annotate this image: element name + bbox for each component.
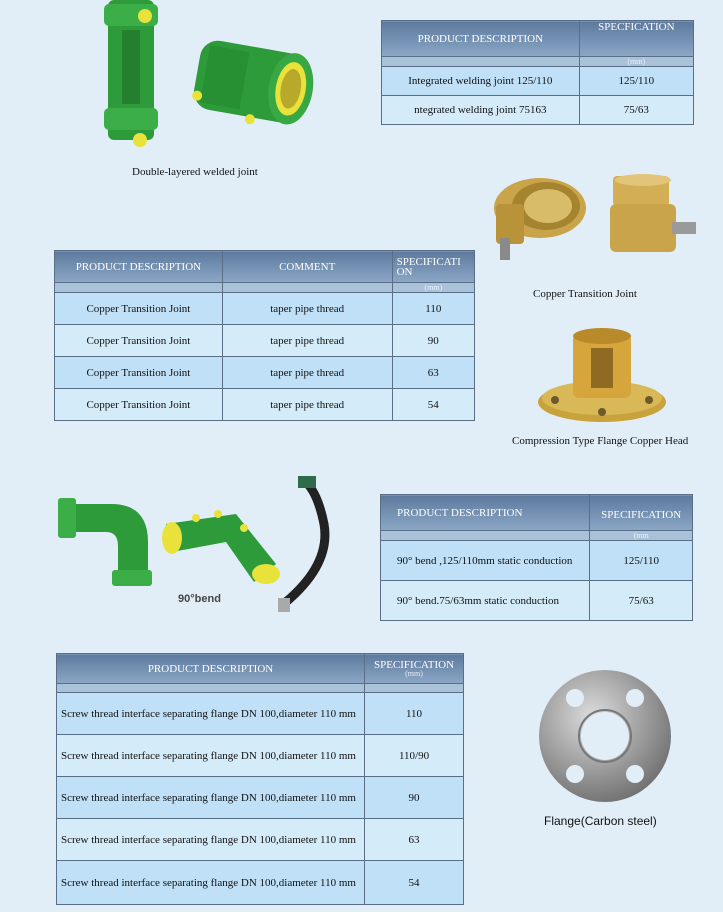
row-spec: 54 [392,389,474,421]
row-comment: taper pipe thread [222,357,392,389]
table-row [57,693,464,735]
col-header-specification [365,654,464,684]
row-spec: 110/90 [365,735,464,777]
flange-table [56,653,464,905]
row-spec: 110 [392,293,474,325]
bend-caption: 90°bend [178,593,221,605]
row-description: Integrated welding joint 125/110 [382,67,580,96]
row-description: 90° bend.75/63mm static conduction [381,581,590,621]
table-row [55,293,475,325]
row-spec: 63 [365,819,464,861]
flange-caption: Flange(Carbon steel) [544,814,657,828]
table-row [381,581,693,621]
table-row [382,96,694,125]
col-header-description: PRODUCT DESCRIPTION [382,21,580,57]
row-spec: 125/110 [590,541,693,581]
carbon-steel-flange-image [535,668,675,804]
row-spec: 125/110 [579,67,693,96]
flange-copper-head-caption: Compression Type Flange Copper Head [512,435,689,447]
row-description: Copper Transition Joint [55,325,223,357]
header-sub-cell [222,283,392,293]
spec-label: SPECIFICATION [601,509,682,521]
table-row [57,861,464,905]
col-header-description: PRODUCT DESCRIPTION [381,495,590,531]
row-spec: 63 [392,357,474,389]
table-row [55,389,475,421]
welded-joint-table [381,20,694,125]
row-spec: 90 [365,777,464,819]
table-row [57,819,464,861]
row-comment: taper pipe thread [222,325,392,357]
table-row [381,541,693,581]
copper-transition-joint-image [488,168,703,268]
row-spec: 54 [365,861,464,905]
col-header-specification [579,21,693,57]
header-sub-cell [55,283,223,293]
copper-transition-caption: Copper Transition Joint [533,288,637,300]
header-sub-cell [381,531,590,541]
table-row [382,67,694,96]
spec-label: SPECIFICATION [373,658,455,671]
welded-joint-caption: Double-layered welded joint [132,166,258,178]
spec-label: SPECFICATION [598,21,675,33]
row-spec: 110 [365,693,464,735]
unit-label: (mm) [405,668,423,678]
row-description: ntegrated welding joint 75163 [382,96,580,125]
bend-table [380,494,693,621]
unit-label: (mm [590,531,693,541]
table-row [55,325,475,357]
row-comment: taper pipe thread [222,293,392,325]
row-description: Screw thread interface separating flange DN 100,diameter 110 mm [57,735,365,777]
row-description: Screw thread interface separating flange DN 100,diameter 110 mm [57,777,365,819]
copper-transition-table [54,250,475,421]
row-comment: taper pipe thread [222,389,392,421]
row-description: Copper Transition Joint [55,389,223,421]
header-sub-cell [365,684,464,693]
spec-label: SPECIFICATI ON [396,255,461,278]
col-header-specification [590,495,693,531]
table-row [55,357,475,389]
row-description: Screw thread interface separating flange DN 100,diameter 110 mm [57,861,365,905]
row-description: Copper Transition Joint [55,293,223,325]
welded-joint-image [100,0,340,160]
header-sub-cell [57,684,365,693]
flange-copper-head-image [535,326,670,426]
unit-label: (mm) [579,57,693,67]
row-spec: 75/63 [579,96,693,125]
row-description: 90° bend ,125/110mm static conduction [381,541,590,581]
row-description: Copper Transition Joint [55,357,223,389]
table-row [57,735,464,777]
col-header-comment: COMMENT [222,251,392,283]
col-header-description: PRODUCT DESCRIPTION [55,251,223,283]
table-row [57,777,464,819]
col-header-description: PRODUCT DESCRIPTION [57,654,365,684]
unit-label: (mm) [392,283,474,293]
row-description: Screw thread interface separating flange DN 100,diameter 110 mm [57,819,365,861]
row-description: Screw thread interface separating flange DN 100,diameter 110 mm [57,693,365,735]
row-spec: 75/63 [590,581,693,621]
header-sub-cell [382,57,580,67]
row-spec: 90 [392,325,474,357]
col-header-specification [392,251,474,283]
